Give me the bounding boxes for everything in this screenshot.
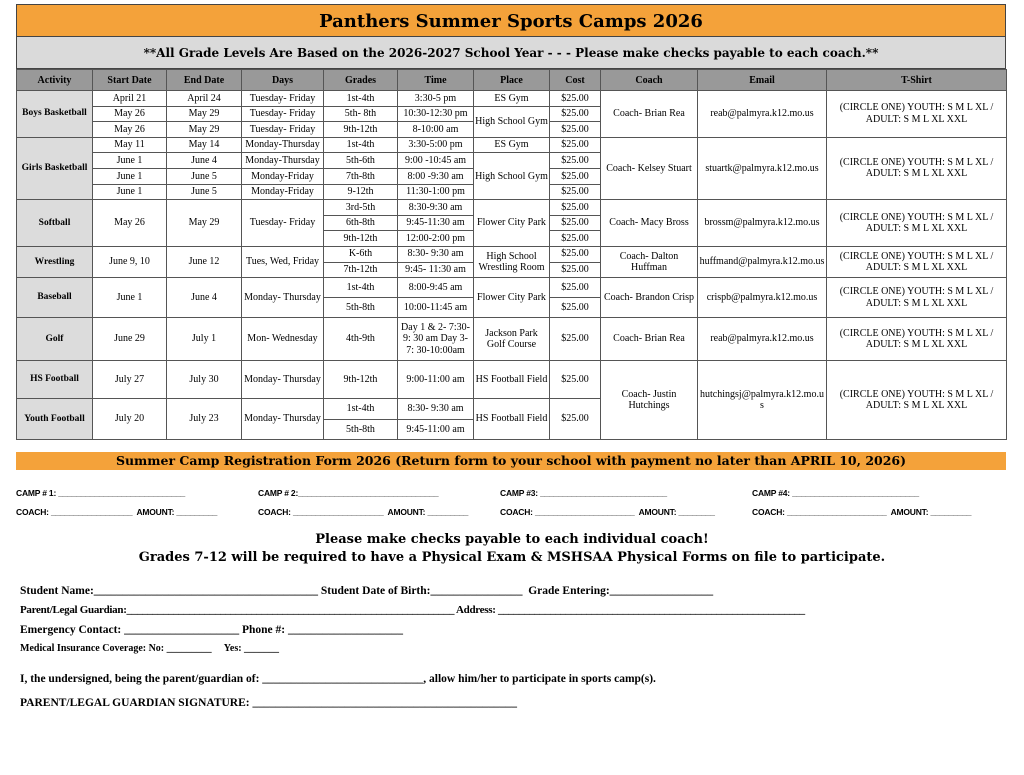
table-cell: crispb@palmyra.k12.mo.us — [698, 278, 827, 318]
physical-note: Grades 7-12 will be required to have a Physical Exam & MSHSAA Physical Forms on file to participate. — [138, 550, 886, 566]
camp-3-field[interactable]: CAMP #3: ____________________________ — [500, 488, 667, 499]
table-cell: High School Gym — [474, 153, 550, 200]
table-cell: 9-12th — [324, 184, 398, 200]
table-cell: 8:30- 9:30 am — [398, 246, 474, 262]
table-cell: HS Football Field — [474, 361, 550, 399]
table-cell: April 21 — [93, 91, 167, 107]
table-cell: (CIRCLE ONE) YOUTH: S M L XL / ADULT: S M L XL XXL — [827, 246, 1007, 277]
table-cell: 9:00 -10:45 am — [398, 153, 474, 169]
table-cell: Coach- Brandon Crisp — [601, 278, 698, 318]
table-cell: $25.00 — [550, 168, 601, 184]
column-header: Grades — [324, 70, 398, 91]
table-cell: Monday- Thursday — [242, 278, 324, 318]
registration-banner: Summer Camp Registration Form 2026 (Return form to your school with payment no later than APRIL 10, 2026) — [16, 452, 1006, 470]
table-cell: 10:00-11:45 am — [398, 298, 474, 318]
table-cell: May 26 — [93, 106, 167, 122]
table-cell: Coach- Macy Bross — [601, 200, 698, 247]
table-cell: $25.00 — [550, 106, 601, 122]
table-cell: Tuesday- Friday — [242, 106, 324, 122]
parent-fields[interactable]: Parent/Legal Guardian:_______________________________________________________________ Address: ___________________________________________________________ — [20, 604, 805, 617]
activity-cell: Baseball — [17, 278, 93, 318]
column-header: Place — [474, 70, 550, 91]
column-header: Coach — [601, 70, 698, 91]
table-cell: June 5 — [167, 184, 242, 200]
table-row — [17, 278, 1007, 298]
consent-field[interactable]: I, the undersigned, being the parent/guardian of: ____________________________, allow him/her to participate in sports camp(s). — [20, 673, 656, 686]
table-cell: reab@palmyra.k12.mo.us — [698, 318, 827, 361]
table-cell: 7th-12th — [324, 262, 398, 278]
table-cell: (CIRCLE ONE) YOUTH: S M L XL / ADULT: S M L XL XXL — [827, 91, 1007, 138]
table-cell: $25.00 — [550, 262, 601, 278]
checks-note: Please make checks payable to each individual coach! — [315, 532, 709, 548]
table-cell: 9th-12th — [324, 361, 398, 399]
activity-cell: Boys Basketball — [17, 91, 93, 138]
table-cell: June 1 — [93, 168, 167, 184]
column-header: Time — [398, 70, 474, 91]
activity-cell: Youth Football — [17, 399, 93, 440]
coach-1-field[interactable]: COACH: __________________ AMOUNT: _________ — [16, 507, 218, 518]
table-cell: K-6th — [324, 246, 398, 262]
camps-table — [16, 69, 1007, 440]
table-cell: Flower City Park — [474, 200, 550, 247]
activity-cell: Golf — [17, 318, 93, 361]
table-cell: May 11 — [93, 137, 167, 153]
table-cell: 11:30-1:00 pm — [398, 184, 474, 200]
table-cell: reab@palmyra.k12.mo.us — [698, 91, 827, 138]
table-row — [17, 200, 1007, 216]
table-cell: Monday- Thursday — [242, 399, 324, 440]
table-cell: $25.00 — [550, 215, 601, 231]
table-cell: June 5 — [167, 168, 242, 184]
camp-2-field[interactable]: CAMP # 2:_______________________________ — [258, 488, 439, 499]
table-cell: Coach- Dalton Huffman — [601, 246, 698, 277]
table-cell: Monday-Friday — [242, 184, 324, 200]
table-cell: (CIRCLE ONE) YOUTH: S M L XL / ADULT: S M L XL XXL — [827, 318, 1007, 361]
table-cell: 9:45- 11:30 am — [398, 262, 474, 278]
table-cell: 9:00-11:00 am — [398, 361, 474, 399]
table-cell: 8:00-9:45 am — [398, 278, 474, 298]
table-cell: 1st-4th — [324, 91, 398, 107]
table-cell: $25.00 — [550, 153, 601, 169]
table-cell: Coach- Justin Hutchings — [601, 361, 698, 440]
table-cell: Flower City Park — [474, 278, 550, 318]
table-cell: 6th-8th — [324, 215, 398, 231]
table-cell: July 20 — [93, 399, 167, 440]
table-cell: Coach- Brian Rea — [601, 91, 698, 138]
table-cell: ES Gym — [474, 137, 550, 153]
table-cell: 7th-8th — [324, 168, 398, 184]
table-row — [17, 137, 1007, 153]
table-cell: hutchingsj@palmyra.k12.mo.us — [698, 361, 827, 440]
table-cell: $25.00 — [550, 91, 601, 107]
column-header: Activity — [17, 70, 93, 91]
table-cell: 1st-4th — [324, 278, 398, 298]
table-cell: High School Gym — [474, 106, 550, 137]
coach-2-field[interactable]: COACH: ____________________ AMOUNT: _________ — [258, 507, 469, 518]
table-cell: Coach- Brian Rea — [601, 318, 698, 361]
table-cell: Tuesday- Friday — [242, 122, 324, 138]
table-cell: High School Wrestling Room — [474, 246, 550, 277]
table-cell: 8-10:00 am — [398, 122, 474, 138]
table-cell: 8:00 -9:30 am — [398, 168, 474, 184]
table-cell: (CIRCLE ONE) YOUTH: S M L XL / ADULT: S M L XL XXL — [827, 137, 1007, 199]
table-cell: (CIRCLE ONE) YOUTH: S M L XL / ADULT: S M L XL XXL — [827, 361, 1007, 440]
table-cell: $25.00 — [550, 298, 601, 318]
table-cell: May 29 — [167, 122, 242, 138]
table-cell: Tuesday- Friday — [242, 91, 324, 107]
activity-cell: Girls Basketball — [17, 137, 93, 199]
table-cell: May 29 — [167, 200, 242, 247]
table-cell: 8:30- 9:30 am — [398, 399, 474, 420]
table-cell: July 30 — [167, 361, 242, 399]
table-cell: June 4 — [167, 278, 242, 318]
table-cell: Tues, Wed, Friday — [242, 246, 324, 277]
table-cell: 9th-12th — [324, 122, 398, 138]
table-cell: June 29 — [93, 318, 167, 361]
table-cell: May 29 — [167, 106, 242, 122]
table-cell: Monday-Thursday — [242, 137, 324, 153]
table-cell: (CIRCLE ONE) YOUTH: S M L XL / ADULT: S M L XL XXL — [827, 278, 1007, 318]
table-cell: June 1 — [93, 278, 167, 318]
table-cell: April 24 — [167, 91, 242, 107]
table-cell: Monday- Thursday — [242, 361, 324, 399]
page-title: Panthers Summer Sports Camps 2026 — [16, 4, 1006, 37]
table-cell: 5th-8th — [324, 420, 398, 440]
table-cell: $25.00 — [550, 361, 601, 399]
subtitle: **All Grade Levels Are Based on the 2026-2027 School Year - - - Please make checks payable to each coach.** — [16, 37, 1006, 69]
table-cell: 3:30-5 pm — [398, 91, 474, 107]
activity-cell: HS Football — [17, 361, 93, 399]
camp-1-field[interactable]: CAMP # 1: ____________________________ — [16, 488, 186, 499]
table-cell: Coach- Kelsey Stuart — [601, 137, 698, 199]
table-cell: June 12 — [167, 246, 242, 277]
table-cell: 5th- 8th — [324, 106, 398, 122]
column-header: Email — [698, 70, 827, 91]
table-cell: May 26 — [93, 200, 167, 247]
table-cell: stuartk@palmyra.k12.mo.us — [698, 137, 827, 199]
table-row — [17, 91, 1007, 107]
registration-form — [0, 452, 1024, 752]
table-cell: June 4 — [167, 153, 242, 169]
table-cell: 3:30-5:00 pm — [398, 137, 474, 153]
table-cell: HS Football Field — [474, 399, 550, 440]
table-cell: 8:30-9:30 am — [398, 200, 474, 216]
table-cell: $25.00 — [550, 231, 601, 247]
table-cell: Monday-Friday — [242, 168, 324, 184]
table-cell: 5th-6th — [324, 153, 398, 169]
table-cell: brossm@palmyra.k12.mo.us — [698, 200, 827, 247]
table-cell: Day 1 & 2- 7:30-9: 30 am Day 3- 7: 30-10:00am — [398, 318, 474, 361]
table-cell: 9:45-11:30 am — [398, 215, 474, 231]
table-cell: ES Gym — [474, 91, 550, 107]
table-cell: $25.00 — [550, 200, 601, 216]
table-row — [17, 246, 1007, 262]
column-header: Days — [242, 70, 324, 91]
table-cell: 12:00-2:00 pm — [398, 231, 474, 247]
table-cell: 5th-8th — [324, 298, 398, 318]
table-cell: $25.00 — [550, 399, 601, 440]
table-cell: 1st-4th — [324, 399, 398, 420]
table-cell: Jackson Park Golf Course — [474, 318, 550, 361]
table-cell: $25.00 — [550, 278, 601, 298]
table-cell: 3rd-5th — [324, 200, 398, 216]
table-cell: July 1 — [167, 318, 242, 361]
table-cell: May 14 — [167, 137, 242, 153]
table-cell: Tuesday- Friday — [242, 200, 324, 247]
table-cell: $25.00 — [550, 246, 601, 262]
table-cell: 9:45-11:00 am — [398, 420, 474, 440]
table-cell: Mon- Wednesday — [242, 318, 324, 361]
table-cell: June 1 — [93, 184, 167, 200]
table-cell: $25.00 — [550, 318, 601, 361]
table-cell: July 23 — [167, 399, 242, 440]
coach-4-field[interactable]: COACH: ______________________ AMOUNT: _________ — [752, 507, 972, 518]
table-cell: $25.00 — [550, 184, 601, 200]
table-cell: 9th-12th — [324, 231, 398, 247]
student-fields[interactable]: Student Name:_______________________________________ Student Date of Birth:________________ Grade Entering:__________________ — [20, 585, 714, 598]
table-cell: $25.00 — [550, 137, 601, 153]
table-cell: $25.00 — [550, 122, 601, 138]
signature-field[interactable]: PARENT/LEGAL GUARDIAN SIGNATURE: ______________________________________________ — [20, 697, 517, 710]
table-cell: huffmand@palmyra.k12.mo.us — [698, 246, 827, 277]
emergency-fields[interactable]: Emergency Contact: ____________________ Phone #: ____________________ — [20, 624, 403, 637]
table-cell: 10:30-12:30 pm — [398, 106, 474, 122]
table-cell: June 9, 10 — [93, 246, 167, 277]
column-header: T-Shirt — [827, 70, 1007, 91]
camp-4-field[interactable]: CAMP #4: ____________________________ — [752, 488, 919, 499]
column-header: Start Date — [93, 70, 167, 91]
activity-cell: Softball — [17, 200, 93, 247]
table-cell: 1st-4th — [324, 137, 398, 153]
table-cell: May 26 — [93, 122, 167, 138]
table-cell: July 27 — [93, 361, 167, 399]
table-row — [17, 361, 1007, 399]
table-row — [17, 318, 1007, 361]
table-cell: June 1 — [93, 153, 167, 169]
insurance-fields[interactable]: Medical Insurance Coverage: No: _________ Yes: _______ — [20, 643, 280, 655]
table-cell: (CIRCLE ONE) YOUTH: S M L XL / ADULT: S M L XL XXL — [827, 200, 1007, 247]
column-header: Cost — [550, 70, 601, 91]
column-header: End Date — [167, 70, 242, 91]
coach-3-field[interactable]: COACH: ______________________ AMOUNT: ________ — [500, 507, 715, 518]
table-cell: Monday-Thursday — [242, 153, 324, 169]
activity-cell: Wrestling — [17, 246, 93, 277]
table-cell: 4th-9th — [324, 318, 398, 361]
